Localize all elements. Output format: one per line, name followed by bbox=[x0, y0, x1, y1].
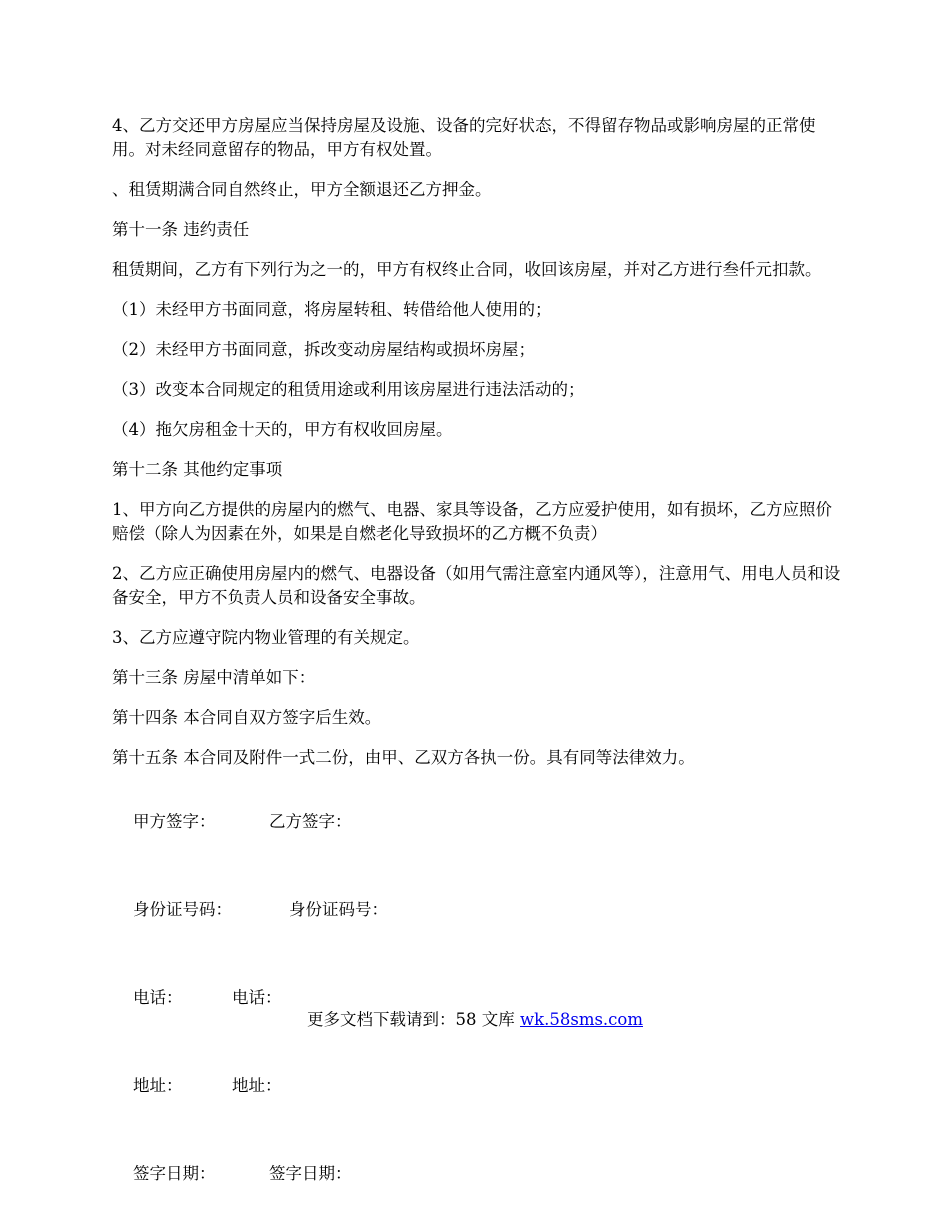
paragraph: 3、乙方应遵守院内物业管理的有关规定。 bbox=[112, 628, 420, 647]
footer-text: 更多文档下载请到：58 文库 bbox=[306, 1010, 520, 1029]
paragraph: 1、甲方向乙方提供的房屋内的燃气、电器、家具等设备，乙方应爱护使用，如有损坏，乙方应照价赔偿（除人为因素在外，如果是自燃老化导致损坏的乙方概不负责） bbox=[112, 500, 832, 543]
footer bbox=[0, 1008, 950, 1032]
section-heading: 第十二条 其他约定事项 bbox=[112, 460, 283, 479]
section-heading: 第十四条 本合同自双方签字后生效。 bbox=[112, 708, 382, 727]
document-body bbox=[112, 114, 842, 1226]
section-heading: 第十一条 违约责任 bbox=[112, 220, 250, 239]
paragraph: 2、乙方应正确使用房屋内的燃气、电器设备（如用气需注意室内通风等），注意用气、用电人员和设备安全，甲方不负责人员和设备安全事故。 bbox=[112, 564, 841, 607]
address-label-party-b: 地址： bbox=[231, 1076, 282, 1095]
sign-date-row bbox=[112, 1138, 842, 1210]
list-item: （2）未经甲方书面同意，拆改变动房屋结构或损坏房屋； bbox=[112, 340, 535, 359]
list-item: （4）拖欠房租金十天的，甲方有权收回房屋。 bbox=[112, 420, 453, 439]
footer-link[interactable]: wk.58sms.com bbox=[519, 1010, 643, 1029]
id-label-party-b: 身份证码号： bbox=[288, 900, 388, 919]
phone-label-party-b: 电话： bbox=[231, 988, 282, 1007]
signature-label-party-b: 乙方签字： bbox=[268, 812, 352, 831]
section-heading: 第十三条 房屋中清单如下： bbox=[112, 668, 316, 687]
list-item: （1）未经甲方书面同意，将房屋转租、转借给他人使用的； bbox=[112, 300, 552, 319]
paragraph: 4、乙方交还甲方房屋应当保持房屋及设施、设备的完好状态，不得留存物品或影响房屋的正常使用。对未经同意留存的物品，甲方有权处置。 bbox=[112, 116, 816, 159]
sign-date-label-party-a: 签字日期： bbox=[132, 1164, 216, 1183]
id-label-party-a: 身份证号码： bbox=[132, 900, 232, 919]
paragraph: 租赁期间，乙方有下列行为之一的，甲方有权终止合同，收回该房屋，并对乙方进行叁仟元扣款。 bbox=[112, 260, 822, 279]
list-item: （3）改变本合同规定的租赁用途或利用该房屋进行违法活动的； bbox=[112, 380, 585, 399]
id-number-row bbox=[112, 874, 842, 946]
signature-row bbox=[112, 786, 842, 858]
sign-date-label-party-b: 签字日期： bbox=[268, 1164, 352, 1183]
address-label-party-a: 地址： bbox=[132, 1076, 183, 1095]
address-row bbox=[112, 1050, 842, 1122]
signature-label-party-a: 甲方签字： bbox=[132, 812, 216, 831]
section-heading: 第十五条 本合同及附件一式二份，由甲、乙双方各执一份。具有同等法律效力。 bbox=[112, 748, 695, 767]
paragraph: 、租赁期满合同自然终止，甲方全额退还乙方押金。 bbox=[112, 180, 492, 199]
phone-label-party-a: 电话： bbox=[132, 988, 183, 1007]
